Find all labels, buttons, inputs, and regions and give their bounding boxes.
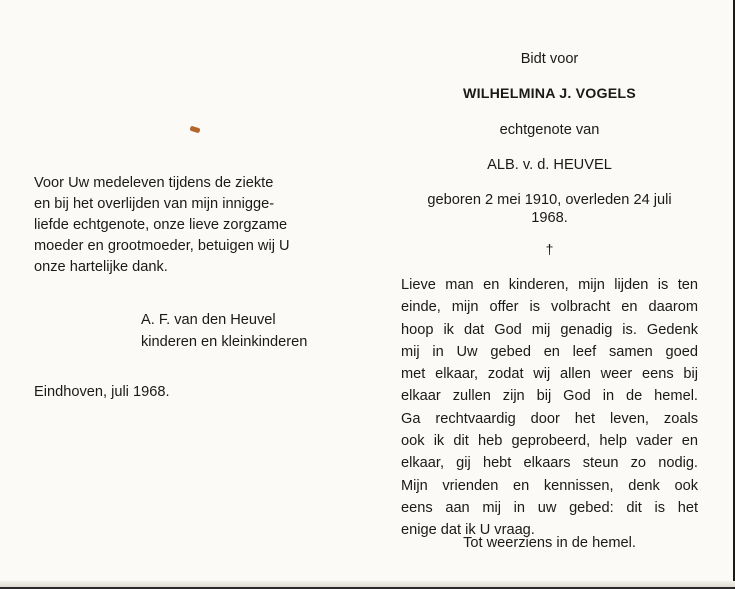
- spouse-of-label: echtgenote van: [499, 122, 600, 138]
- dates-line: geboren 2 mei 1910, overleden 24 juli: [427, 192, 672, 208]
- dates-line: 1968.: [531, 210, 568, 226]
- farewell-line: enige dat ik U vraag.: [401, 522, 535, 539]
- place-date: Eindhoven, juli 1968.: [34, 384, 170, 400]
- farewell-line: met elkaar, zodat wij allen weer eens bij: [401, 366, 698, 383]
- spouse-name: ALB. v. d. HEUVEL: [487, 157, 612, 173]
- farewell-text: [401, 274, 698, 542]
- farewell-line: einde, mijn offer is volbracht en daarom: [401, 299, 698, 316]
- closing-line: Tot weerziens in de hemel.: [463, 535, 636, 551]
- signature-block: [141, 309, 307, 353]
- thanks-line: Voor Uw medeleven tijdens de ziekte: [34, 175, 274, 191]
- thanks-line: moeder en grootmoeder, betuigen wij U: [34, 238, 290, 254]
- card-bottom-edge: [0, 581, 735, 587]
- thanks-line: liefde echtgenote, onze lieve zorgzame: [34, 217, 288, 233]
- farewell-line: elkaar, gij hebt elkaars steun zo nodig.: [401, 455, 698, 472]
- farewell-line: mij in Uw gebed en leef samen goed: [401, 343, 698, 360]
- cross-icon: †: [545, 241, 554, 257]
- farewell-line: Ga rechtvaardig door het leven, zoals: [401, 410, 698, 427]
- thanks-line: onze hartelijke dank.: [34, 259, 168, 275]
- birth-death-dates: [401, 191, 698, 227]
- farewell-line: ook ik dit heb geprobeerd, help vader en: [401, 433, 698, 450]
- pray-for-heading: Bidt voor: [520, 51, 579, 67]
- farewell-line: eens aan mij in uw gebed: dit is het: [401, 499, 698, 516]
- signature-name: A. F. van den Heuvel: [141, 312, 276, 328]
- thank-you-text: [34, 173, 330, 278]
- ink-speck: [189, 126, 200, 134]
- signature-family: kinderen en kleinkinderen: [141, 334, 308, 350]
- farewell-line: Lieve man en kinderen, mijn lijden is ten: [401, 277, 698, 293]
- thanks-line: en bij het overlijden van mijn innigge-: [34, 196, 275, 212]
- farewell-line: hoop ik dat God mij genadig is. Gedenk: [401, 321, 698, 338]
- farewell-line: elkaar zullen zijn bij God in de hemel.: [401, 388, 698, 405]
- farewell-line: Mijn vrienden en kennissen, denk ook: [401, 477, 698, 494]
- deceased-name: WILHELMINA J. VOGELS: [463, 86, 636, 102]
